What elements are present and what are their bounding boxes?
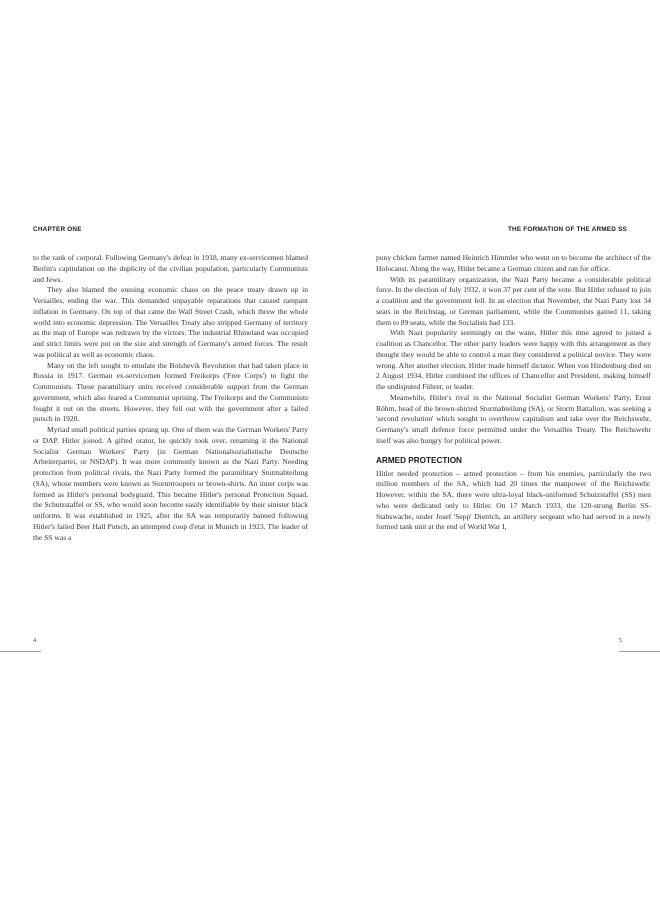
body-paragraph: Hitler needed protection – armed protection – from his enemies, particularly the two million members of the SA, which had 20 times the manpower of the Reichswehr. However, within the SA, there were ultra-loyal black-uniformed Schutzstaffel (SS) men who were dedicated only to Hitler. On 17 March 1933, the 120-strong Berlin SS-Stabswache, under Josef 'Sepp' Dietrich, an artillery sergeant who had served in a newly formed tank unit at the end of World War I, bbox=[376, 468, 651, 532]
body-paragraph: puny chicken farmer named Heinrich Himmler who went on to become the architect of the Holocaust. Along the way, Hitler became a German citizen and ran for office. bbox=[376, 253, 651, 273]
body-paragraph: to the rank of corporal. Following Germany's defeat in 1918, many ex-servicemen blamed Berlin's capitulation on the duplicity of the civilian population, particularly Communists and Jews. bbox=[33, 253, 308, 284]
body-paragraph: With Nazi popularity seemingly on the wane, Hitler this time agreed to joined a coalition as Chancellor. The other party leaders were happy with this arrangement as they thought they would be able to control a man they considered a political novice. They were wrong. After another election, Hitler made himself dictator. When von Hindenburg died on 2 August 1934, Hitler combined the offices of Chancellor and President, making himself the undisputed Führer, or leader. bbox=[376, 328, 651, 391]
page-number-right: 5 bbox=[618, 637, 622, 644]
page-number-left: 4 bbox=[33, 637, 37, 644]
section-heading: ARMED PROTECTION bbox=[376, 455, 462, 465]
body-paragraph: Many on the left sought to emulate the Bolshevik Revolution that had taken place in Russia in 1917. German ex-servicemen formed Freikorps ('Free Corps') to fight the Communists. These paramilitary units received considerable support from the German government, which also feared a Communist uprising. The Freikorps and the Communists fought it out on the streets. However, they fell out with the government after a failed putsch in 1920. bbox=[33, 360, 308, 424]
body-paragraph: With its paramilitary organization, the Nazi Party became a considerable political force. In the election of July 1932, it won 37 per cent of the vote. But Hitler refused to join a coalition and the government fell. In an election that November, the Nazi Party lost 34 seats in the Reichstag, or German parliament, while the Communists gained 11, taking them to 89 seats, while the Socialists had 133. bbox=[376, 274, 651, 327]
running-head-right: THE FORMATION OF THE ARMED SS bbox=[507, 226, 627, 233]
footer-rule-right bbox=[619, 651, 660, 652]
running-head-left: CHAPTER ONE bbox=[33, 226, 82, 233]
body-paragraph: Myriad small political parties sprang up. One of them was the German Workers' Party or DAP. Hitler joined. A gifted orator, he quickly took over, renaming it the National Socialist German Workers' Party (in German Nationalsozialistische Deutsche Arbeiterpartei, or NSDAP). It was more commonly known as the Nazi Party. Needing protection from political rivals, the Nazi Party formed the paramilitary Sturmabteilung (SA), whose members were known as Stormtroopers or brown-shirts. An inner corps was formed as Hitler's personal bodyguard. This became Hitler's personal Protection Squad, the Schutzstaffel or SS, who would soon become easily identifiable by their sinister black uniforms. It was established in 1925, after the SA was temporarily banned following Hitler's failed Beer Hall Putsch, an attempted coup d'etat in Munich in 1923. The leader of the SS was a bbox=[33, 425, 308, 542]
body-paragraph: Meanwhile, Hitler's rival in the National Socialist German Workers' Party, Ernst Röhm, head of the brown-shirted Sturmabteilung (SA), or Storm Battalion, was seeking a 'second revolution' which sought to overthrow capitalism and take over the Reichswehr, Germany's small defence force permitted under the Versailles Treaty. The Reichswehr itself was also hungry for political power. bbox=[376, 392, 651, 445]
body-paragraph: They also blamed the ensuing economic chaos on the peace treaty drawn up in Versailles, ending the war. This demanded unpayable reparations that caused rampant inflation in Germany. On top of that came the Wall Street Crash, which threw the whole world into economic depression. The Versailles Treaty also stripped Germany of territory as the map of Europe was redrawn by the victors. The industrial Rhineland was occupied and strict limits were put on the size and strength of Germany's armed forces. The result was political as well as economic chaos. bbox=[33, 285, 308, 359]
left-page-column bbox=[33, 253, 308, 543]
right-page-column bbox=[376, 253, 651, 533]
footer-rule-left bbox=[0, 651, 41, 652]
